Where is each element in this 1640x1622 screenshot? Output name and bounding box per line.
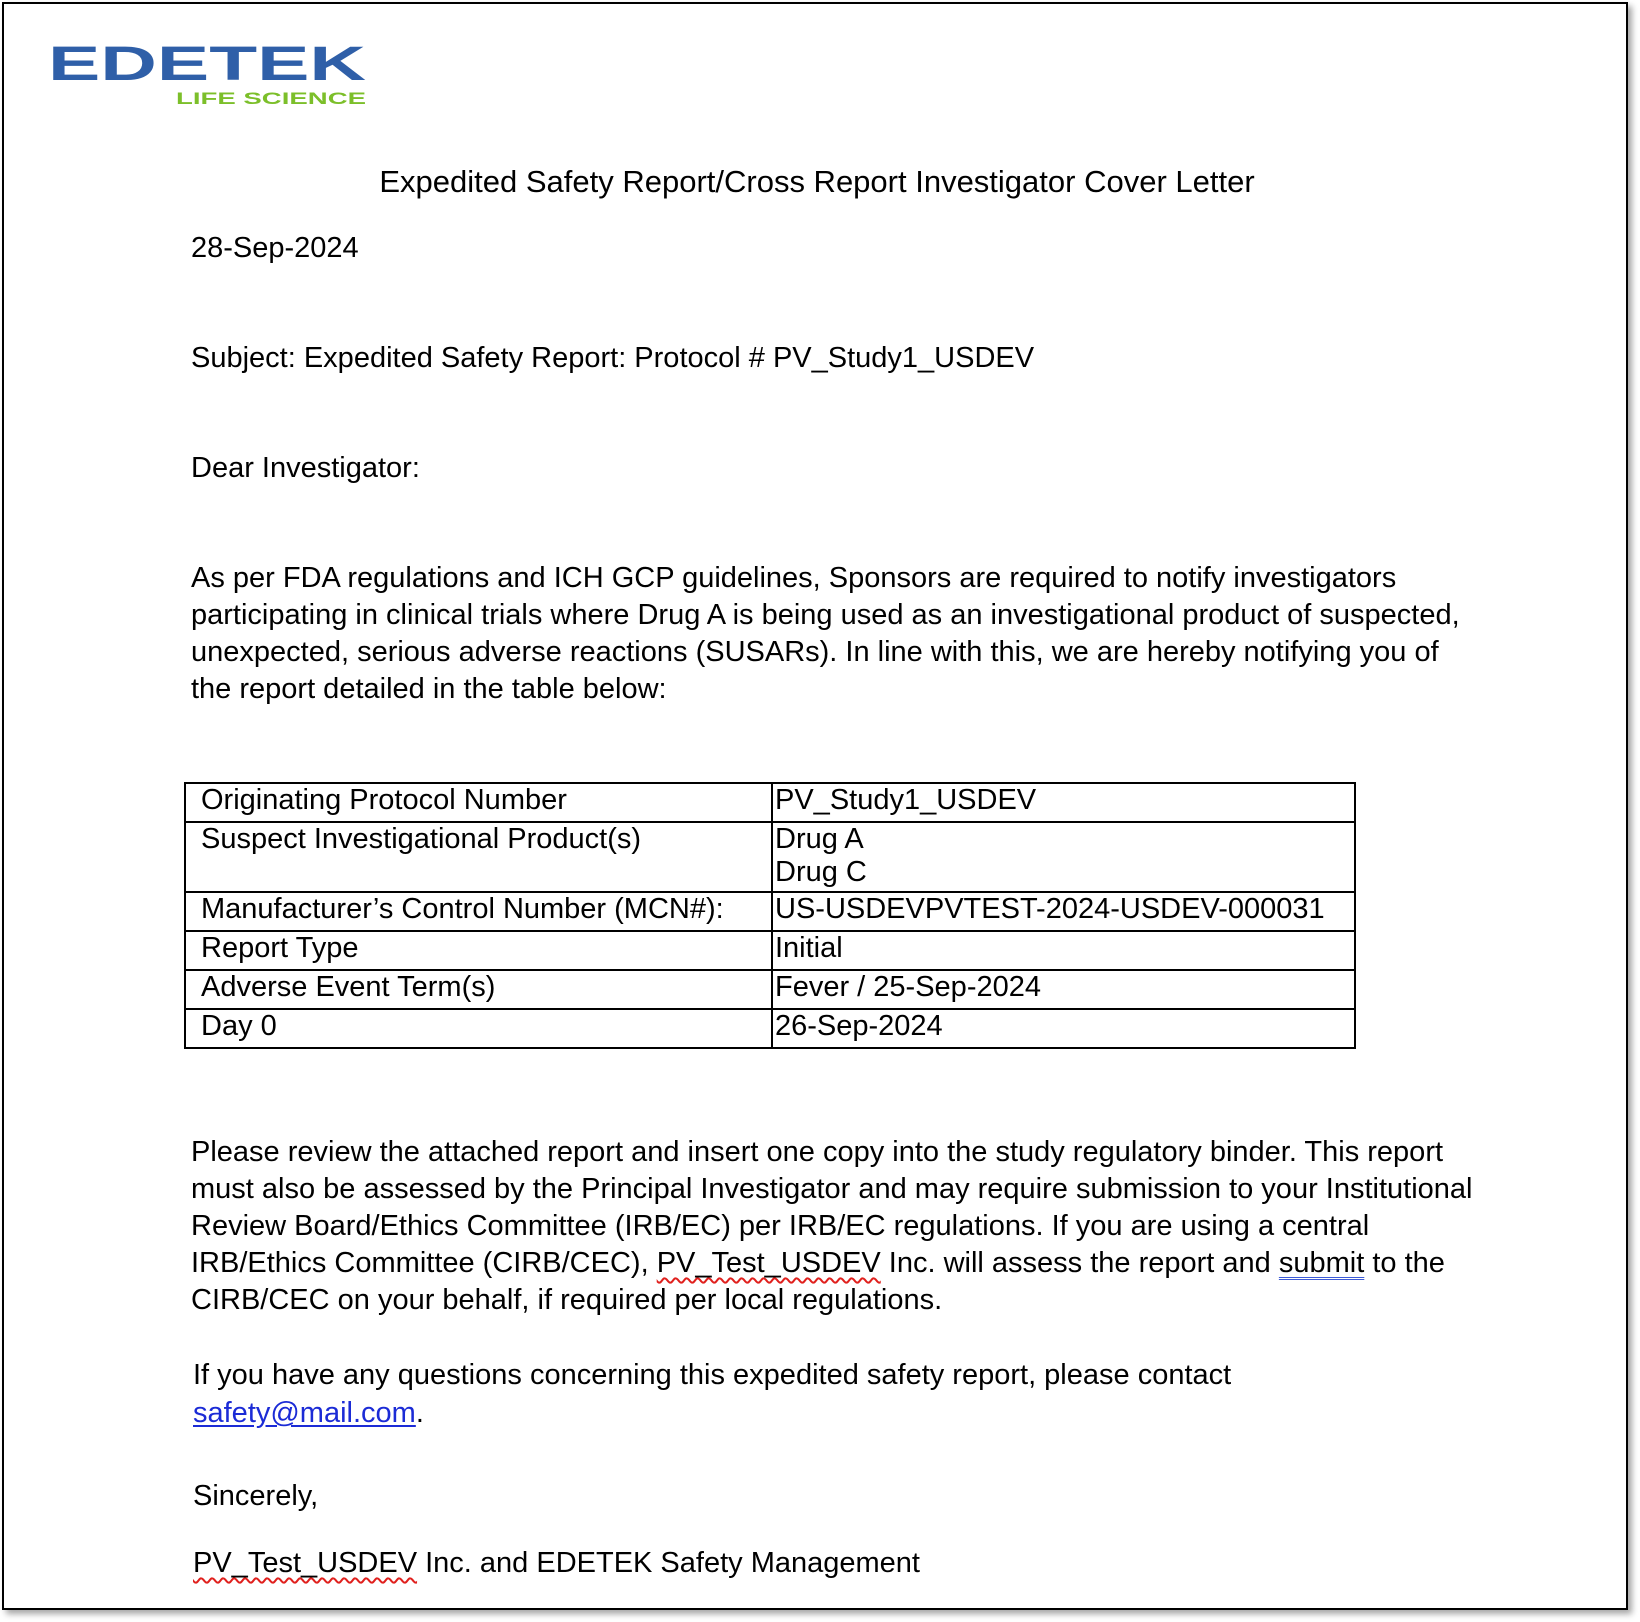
edetek-logo <box>48 42 378 110</box>
table-value-line: Fever / 25-Sep-2024 <box>775 971 1041 1003</box>
table-value-line: Initial <box>775 932 843 964</box>
table-row-value <box>772 931 1355 970</box>
table-value-line: PV_Study1_USDEV <box>775 784 1037 816</box>
letter-subject: Subject: Expedited Safety Report: Protocol # PV_Study1_USDEV <box>191 342 1035 374</box>
table-row-label: Originating Protocol Number <box>185 783 772 822</box>
submit-word: submit <box>1278 1247 1365 1279</box>
table-row-value <box>772 822 1355 892</box>
table-row-value <box>772 783 1355 822</box>
review-text-2: Inc. will assess the report and <box>880 1247 1279 1279</box>
review-text-1: Please review the attached report and insert one copy into the study regulatory binder. This report must also be assessed by the Principal Investigator and may require submission to your Institutional Review Board/Ethics Committee (IRB/EC) per IRB/EC regulations. If you are using a central IRB/Ethics Committee (CIRB/CEC), <box>191 1136 1473 1279</box>
logo-tagline: LIFE SCIENCE <box>176 89 366 108</box>
contact-text: If you have any questions concerning this expedited safety report, please contact <box>193 1359 1232 1391</box>
table-row-value <box>772 1009 1355 1048</box>
intro-paragraph: As per FDA regulations and ICH GCP guidelines, Sponsors are required to notify investigators participating in clinical trials where Drug A is being used as an investigational product of suspected, unexpected, serious adverse reactions (SUSARs). In line with this, we are hereby notifying you of the report detailed in the table below: <box>191 562 1460 705</box>
table-value-line: Drug A <box>775 823 864 855</box>
table-value-line: US-USDEVPVTEST-2024-USDEV-000031 <box>775 893 1325 925</box>
table-value-line: 26-Sep-2024 <box>775 1010 943 1042</box>
letter-date: 28-Sep-2024 <box>191 232 359 264</box>
document-title: Expedited Safety Report/Cross Report Investigator Cover Letter <box>379 164 1255 199</box>
table-row-label: Report Type <box>185 931 772 970</box>
edetek-logo-graphic <box>48 42 378 110</box>
contact-paragraph <box>193 1356 1463 1432</box>
table-row-label: Suspect Investigational Product(s) <box>185 822 772 892</box>
letter-greeting: Dear Investigator: <box>191 452 420 484</box>
letter-closing: Sincerely, <box>193 1480 319 1512</box>
review-paragraph <box>191 1134 1481 1319</box>
table-row-value <box>772 892 1355 931</box>
table-row <box>185 892 1355 931</box>
table-row-value <box>772 970 1355 1009</box>
table-row <box>185 783 1355 822</box>
contact-suffix: . <box>415 1397 424 1429</box>
table-row <box>185 1009 1355 1048</box>
signature-company: PV_Test_USDEV <box>193 1547 418 1579</box>
review-text-3: to the CIRB/CEC on your behalf, if required per local regulations. <box>191 1247 1445 1316</box>
table-row <box>185 970 1355 1009</box>
table-row <box>185 822 1355 892</box>
table-row-label: Manufacturer’s Control Number (MCN#): <box>185 892 772 931</box>
company-name: PV_Test_USDEV <box>656 1247 881 1279</box>
logo-wordmark: EDETEK <box>48 42 367 91</box>
signature-rest: Inc. and EDETEK Safety Management <box>417 1547 920 1579</box>
letter-signature <box>193 1545 920 1582</box>
table-row-label: Adverse Event Term(s) <box>185 970 772 1009</box>
contact-email-link[interactable]: safety@mail.com <box>193 1397 416 1429</box>
table-value-line: Drug C <box>775 856 867 888</box>
document-page <box>2 2 1628 1610</box>
report-details-table <box>184 782 1356 1049</box>
table-row-label: Day 0 <box>185 1009 772 1048</box>
table-row <box>185 931 1355 970</box>
